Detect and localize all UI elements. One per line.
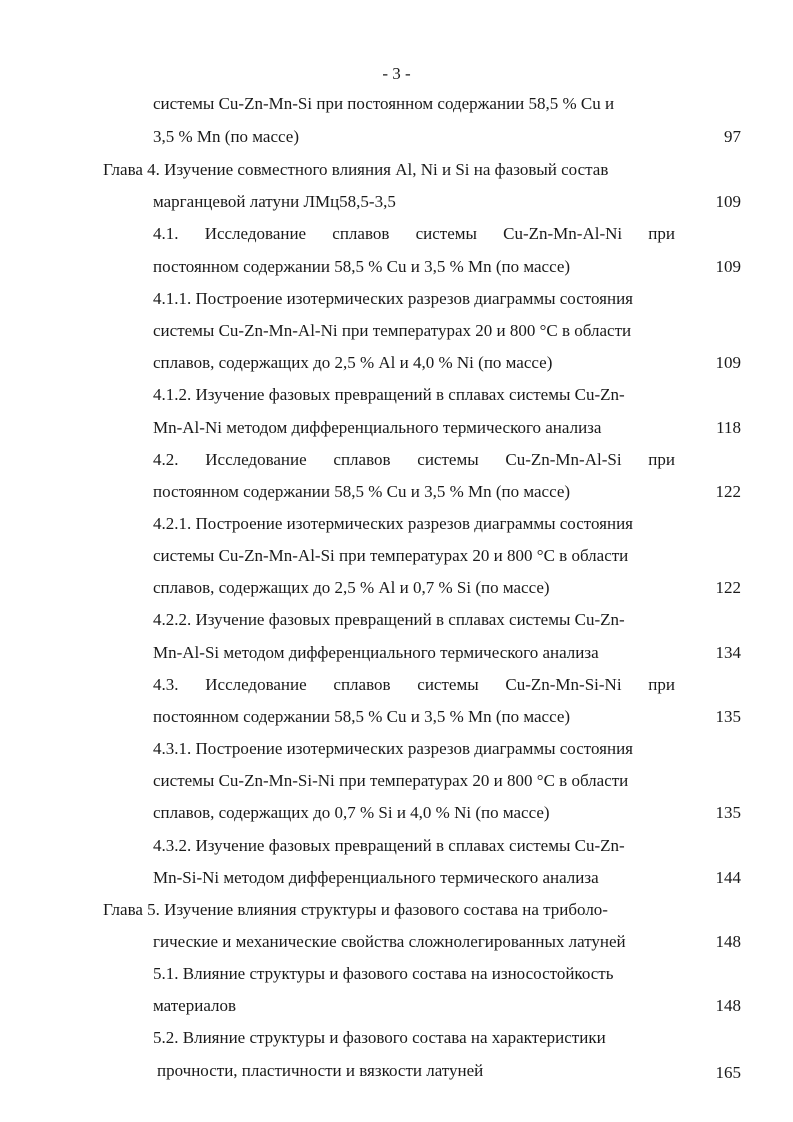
toc-entry-line: системы Cu-Zn-Mn-Si-Ni при температурах 20 и 800 °С в области <box>153 771 629 790</box>
page-number: - 3 - <box>382 64 411 83</box>
toc-entry-line: марганцевой латуни ЛМц58,5-3,5 <box>153 192 396 211</box>
toc-entry-line: 4.1.2. Изучение фазовых превращений в сплавах системы Cu-Zn- <box>153 385 625 404</box>
toc-entry-line: 4.3.2. Изучение фазовых превращений в сплавах системы Cu-Zn- <box>153 836 625 855</box>
toc-entry-line: системы Cu-Zn-Mn-Al-Ni при температурах 20 и 800 °С в области <box>153 321 632 340</box>
toc-page-number: 109 <box>715 192 741 211</box>
toc-entry-line: 5.2. Влияние структуры и фазового состава на характеристики <box>153 1028 606 1047</box>
toc-entry-line: Mn-Si-Ni методом дифференциального термического анализа <box>153 868 599 887</box>
toc-entry-line: прочности, пластичности и вязкости латуней <box>157 1061 484 1080</box>
toc-entry-line: сплавов, содержащих до 2,5 % Al и 0,7 % Si (по массе) <box>153 578 550 597</box>
toc-entry-line: постоянном содержании 58,5 % Cu и 3,5 % Mn (по массе) <box>153 707 571 726</box>
toc-page-number: 148 <box>715 996 741 1015</box>
toc-page-number: 109 <box>715 257 741 276</box>
toc-entry-line: системы Cu-Zn-Mn-Al-Si при температурах 20 и 800 °С в области <box>153 546 629 565</box>
toc-entry-line: системы Cu-Zn-Mn-Si при постоянном содержании 58,5 % Cu и <box>153 94 615 113</box>
toc-entry-line: Mn-Al-Ni методом дифференциального термического анализа <box>153 418 602 437</box>
toc-entry-line: 4.1. Исследование сплавов системы Cu-Zn-Mn-Al-Ni при <box>153 224 675 243</box>
toc-entry-line: 4.2.2. Изучение фазовых превращений в сплавах системы Cu-Zn- <box>153 610 625 629</box>
toc-page-number: 109 <box>715 353 741 372</box>
toc-page-number: 122 <box>715 578 741 597</box>
toc-page-number: 165 <box>715 1063 741 1082</box>
toc-page-number: 144 <box>715 868 741 887</box>
toc-page-number: 97 <box>724 127 741 146</box>
toc-entry-line: сплавов, содержащих до 0,7 % Si и 4,0 % Ni (по массе) <box>153 803 550 822</box>
toc-entry-line: 4.2.1. Построение изотермических разрезов диаграммы состояния <box>153 514 633 533</box>
toc-entry-line: 5.1. Влияние структуры и фазового состава на износостойкость <box>153 964 614 983</box>
toc-entry-line: сплавов, содержащих до 2,5 % Al и 4,0 % Ni (по массе) <box>153 353 553 372</box>
toc-entry-line: постоянном содержании 58,5 % Cu и 3,5 % Mn (по массе) <box>153 482 571 501</box>
toc-entry-line: Глава 5. Изучение влияния структуры и фазового состава на триболо- <box>103 900 608 919</box>
toc-page-number: 135 <box>715 803 741 822</box>
toc-page-number: 148 <box>715 932 741 951</box>
toc-entry-line: Глава 4. Изучение совместного влияния Al, Ni и Si на фазовый состав <box>103 160 609 179</box>
toc-entry-line: Mn-Al-Si методом дифференциального термического анализа <box>153 643 599 662</box>
toc-page-number: 122 <box>715 482 741 501</box>
toc-page-number: 118 <box>716 418 741 437</box>
toc-entry-line: 4.3. Исследование сплавов системы Cu-Zn-Mn-Si-Ni при <box>153 675 675 694</box>
toc-entry-line: 4.1.1. Построение изотермических разрезов диаграммы состояния <box>153 289 633 308</box>
toc-page-number: 134 <box>715 643 741 662</box>
toc-entry-line: постоянном содержании 58,5 % Cu и 3,5 % Mn (по массе) <box>153 257 571 276</box>
toc-page-number: 135 <box>715 707 741 726</box>
toc-entry-line: 4.3.1. Построение изотермических разрезов диаграммы состояния <box>153 739 633 758</box>
toc-entry-line: 4.2. Исследование сплавов системы Cu-Zn-Mn-Al-Si при <box>153 450 675 469</box>
toc-entry-line: гические и механические свойства сложнолегированных латуней <box>153 932 626 951</box>
toc-entry-line: 3,5 % Mn (по массе) <box>153 127 299 146</box>
toc-entry-line: материалов <box>153 996 237 1015</box>
